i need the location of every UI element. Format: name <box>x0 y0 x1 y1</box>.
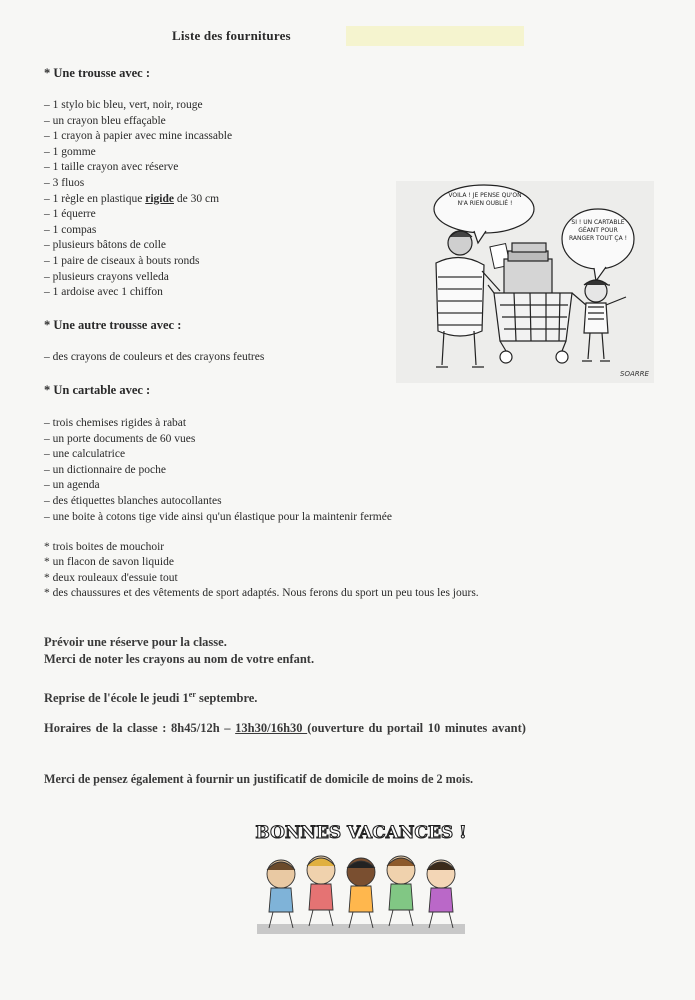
list-item: – trois chemises rigides à rabat <box>44 417 187 429</box>
list-item <box>44 192 232 208</box>
list-item: – 1 taille crayon avec réserve <box>44 161 179 174</box>
list-item: – plusieurs bâtons de colle <box>44 239 167 252</box>
list-item: – plusieurs crayons velleda <box>44 270 169 283</box>
list-item: * des chaussures et des vêtements de sport adaptés. Nous ferons du sport un peu tous les jours. <box>44 586 479 599</box>
justificatif-note: Merci de pensez également à fournir un justificatif de domicile de moins de 2 mois. <box>44 772 474 786</box>
title-highlight <box>346 26 524 46</box>
horaires-prefix: Horaires de la classe : 8h45/12h – <box>44 721 236 735</box>
bubble-right-text: SI ! UN CARTABLE GÉANT POUR RANGER TOUT ÇA ! <box>569 219 627 242</box>
reserve-note <box>44 634 314 668</box>
autre-trousse-list <box>44 350 264 366</box>
children-illustration <box>267 856 455 928</box>
cartoon-signature: SOARRE <box>620 370 649 378</box>
section-heading-trousse: * Une trousse avec : <box>44 66 150 80</box>
trousse-list <box>44 98 232 301</box>
ruler-text: – 1 règle en plastique <box>44 192 146 205</box>
list-item: – 1 compas <box>44 223 97 236</box>
ruler-suffix: de 30 cm <box>173 192 220 205</box>
extras-list <box>44 540 479 601</box>
list-item: – 1 équerre <box>44 208 96 221</box>
horaires-underlined: 13h30/16h30 <box>235 721 308 735</box>
list-item: – un porte documents de 60 vues <box>44 432 196 445</box>
reprise-suffix: septembre. <box>195 691 258 706</box>
list-item: * trois boites de mouchoir <box>44 541 165 553</box>
list-item: – 3 fluos <box>44 176 85 189</box>
cartable-list <box>44 416 392 525</box>
section-heading-autre-trousse: * Une autre trousse avec : <box>44 318 182 332</box>
page-title: Liste des fournitures <box>172 28 291 43</box>
list-item: – des crayons de couleurs et des crayons feutres <box>44 351 265 363</box>
list-item: – 1 stylo bic bleu, vert, noir, rouge <box>44 99 203 111</box>
list-item: * un flacon de savon liquide <box>44 556 174 569</box>
reserve-line: Prévoir une réserve pour la classe. <box>44 635 227 649</box>
list-item: – 1 gomme <box>44 145 96 158</box>
reprise-note <box>44 686 257 707</box>
list-item: – 1 crayon à papier avec mine incassable <box>44 130 233 143</box>
list-item: – un crayon bleu effaçable <box>44 114 166 127</box>
bubble-left-text: VOILÀ ! JE PENSE QU'ON N'A RIEN OUBLIÉ ! <box>448 192 522 207</box>
list-item: – 1 paire de ciseaux à bouts ronds <box>44 254 200 267</box>
reprise-sup: er <box>188 690 196 699</box>
list-item: – des étiquettes blanches autocollantes <box>44 494 222 507</box>
list-item: – 1 ardoise avec 1 chiffon <box>44 286 163 299</box>
list-item: * deux rouleaux d'essuie tout <box>44 571 178 584</box>
bonnes-vacances-banner <box>251 812 471 940</box>
horaires-suffix: (ouverture du portail 10 minutes avant) <box>307 721 526 735</box>
horaires-note <box>44 720 649 737</box>
section-heading-cartable: * Un cartable avec : <box>44 383 151 397</box>
reserve-line: Merci de noter les crayons au nom de votre enfant. <box>44 652 315 666</box>
reprise-prefix: Reprise de l'école le jeudi 1 <box>44 691 189 706</box>
list-item: – une boite à cotons tige vide ainsi qu'un élastique pour la maintenir fermée <box>44 510 392 523</box>
list-item: – une calculatrice <box>44 448 126 461</box>
list-item: – un agenda <box>44 479 100 492</box>
list-item: – un dictionnaire de poche <box>44 463 166 476</box>
banner-text: BONNES VACANCES ! <box>255 823 467 843</box>
cartoon-illustration <box>396 181 654 383</box>
ruler-rigide: rigide <box>145 192 174 205</box>
